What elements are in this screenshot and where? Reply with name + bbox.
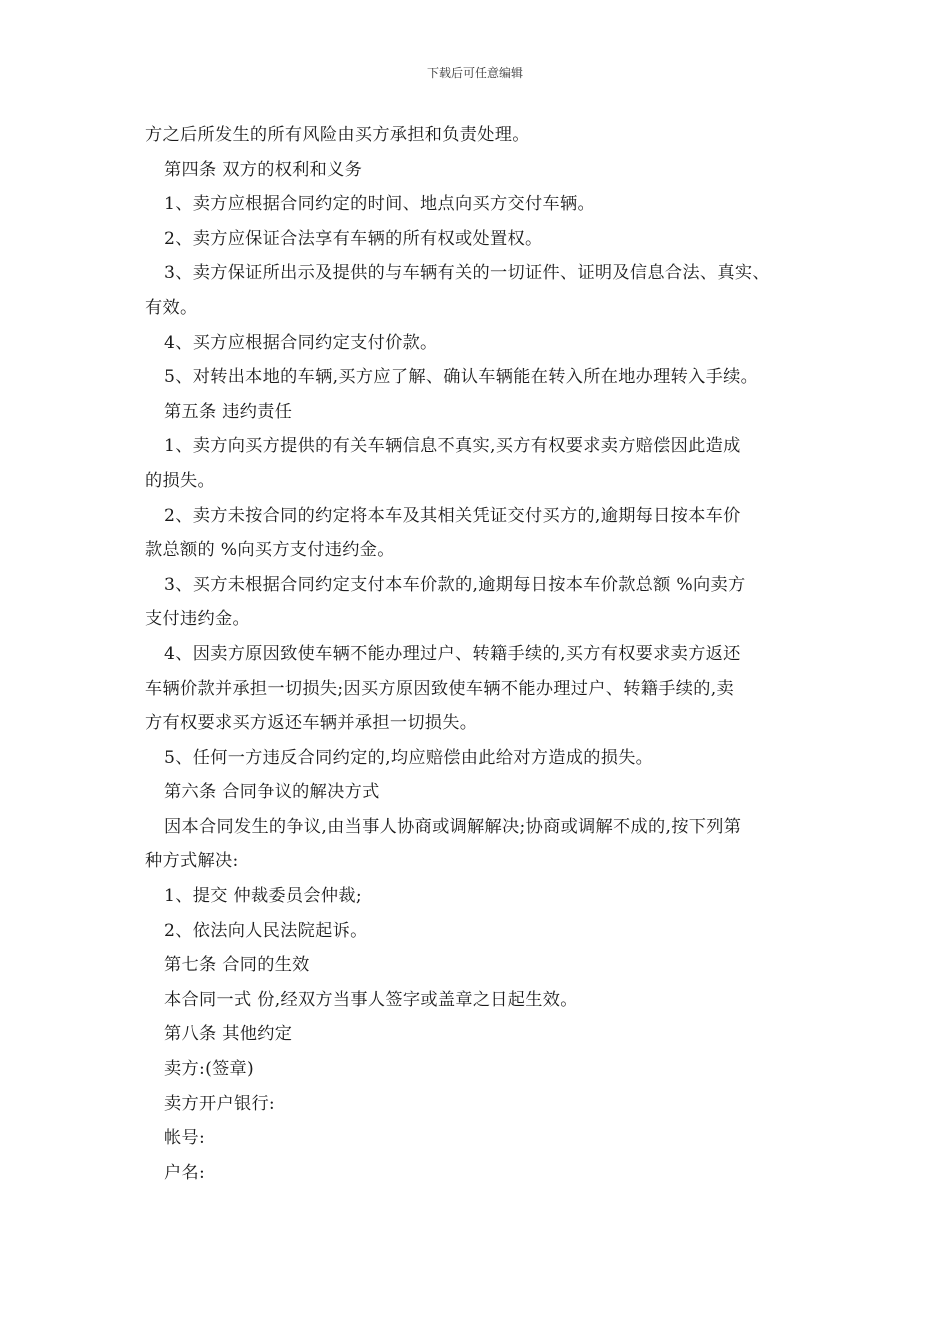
account-number-field: 帐号: bbox=[164, 1128, 206, 1149]
clause-item: 5、任何一方违反合同约定的,均应赔偿由此给对方造成的损失。 bbox=[164, 747, 654, 768]
clause-item: 2、依法向人民法院起诉。 bbox=[164, 920, 368, 941]
text-line: 车辆价款并承担一切损失;因买方原因致使车辆不能办理过户、转籍手续的,卖 bbox=[145, 678, 734, 699]
page-header-note: 下载后可任意编辑 bbox=[426, 66, 523, 80]
document-body bbox=[145, 118, 825, 1190]
bank-field: 卖方开户银行: bbox=[164, 1093, 276, 1114]
account-name-field: 户名: bbox=[164, 1162, 206, 1183]
text-line: 方有权要求买方返还车辆并承担一切损失。 bbox=[145, 713, 478, 734]
signature-field: 卖方:(签章) bbox=[164, 1059, 255, 1080]
clause-item: 3、买方未根据合同约定支付本车价款的,逾期每日按本车价款总额 %向卖方 bbox=[164, 574, 746, 595]
clause-item: 4、因卖方原因致使车辆不能办理过户、转籍手续的,买方有权要求卖方返还 bbox=[164, 643, 741, 664]
clause-item: 2、卖方应保证合法享有车辆的所有权或处置权。 bbox=[164, 228, 543, 249]
clause-item: 4、买方应根据合同约定支付价款。 bbox=[164, 332, 438, 353]
clause-item: 1、卖方应根据合同约定的时间、地点向买方交付车辆。 bbox=[164, 194, 595, 215]
clause-item: 2、卖方未按合同的约定将本车及其相关凭证交付买方的,逾期每日按本车价 bbox=[164, 505, 741, 526]
text-line: 款总额的 %向买方支付违约金。 bbox=[145, 540, 395, 561]
clause-item: 1、提交 仲裁委员会仲裁; bbox=[164, 886, 362, 907]
clause-item: 本合同一式 份,经双方当事人签字或盖章之日起生效。 bbox=[164, 989, 578, 1010]
section-heading: 第八条 其他约定 bbox=[164, 1024, 293, 1045]
text-line: 有效。 bbox=[145, 297, 198, 318]
clause-item: 5、对转出本地的车辆,买方应了解、确认车辆能在转入所在地办理转入手续。 bbox=[164, 367, 759, 388]
text-line: 方之后所发生的所有风险由买方承担和负责处理。 bbox=[145, 125, 530, 145]
clause-item: 1、卖方向买方提供的有关车辆信息不真实,买方有权要求卖方赔偿因此造成 bbox=[164, 436, 741, 457]
section-heading: 第七条 合同的生效 bbox=[164, 955, 310, 976]
section-heading: 第六条 合同争议的解决方式 bbox=[164, 782, 380, 803]
clause-item: 3、卖方保证所出示及提供的与车辆有关的一切证件、证明及信息合法、真实、 bbox=[164, 263, 770, 284]
text-line: 种方式解决: bbox=[145, 851, 239, 872]
section-heading: 第四条 双方的权利和义务 bbox=[164, 159, 363, 180]
section-heading: 第五条 违约责任 bbox=[164, 401, 293, 422]
clause-item: 因本合同发生的争议,由当事人协商或调解解决;协商或调解不成的,按下列第 bbox=[164, 816, 742, 837]
text-line: 支付违约金。 bbox=[145, 609, 250, 630]
text-line: 的损失。 bbox=[145, 470, 215, 491]
